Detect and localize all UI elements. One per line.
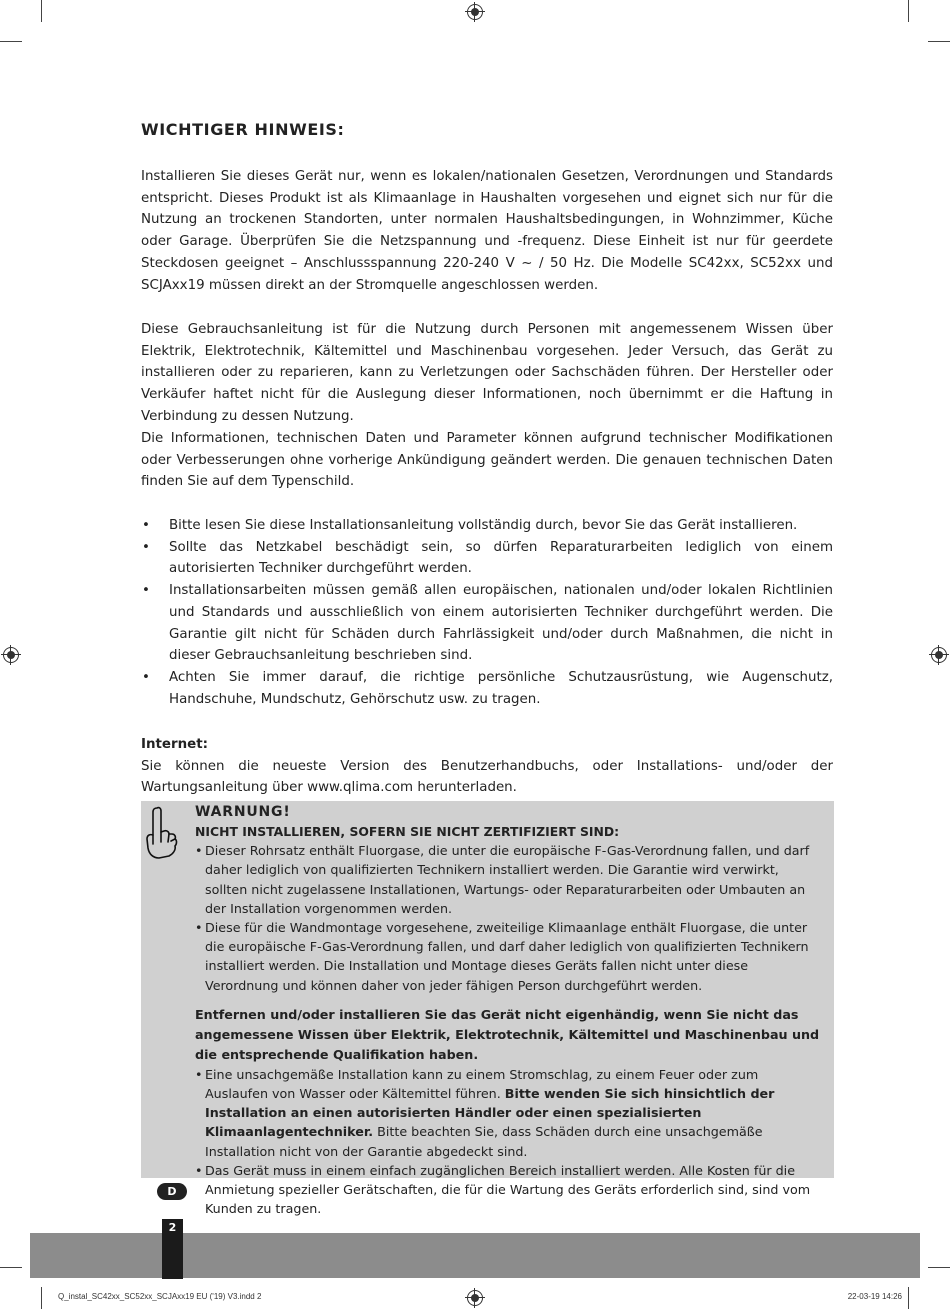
paragraph-3: Die Informationen, technischen Daten und Parameter können aufgrund technischer Modifikationen oder Verbesserungen ohne vorherige Ankündigung geändert werden. Die genauen technischen Daten finden Sie auf dem Typenschild.	[141, 431, 833, 490]
page-number: 2	[168, 1221, 177, 1234]
internet-section	[141, 734, 833, 799]
list-item: • Diese für die Wandmontage vorgesehene, zweiteilige Klimaanlage enthält Fluorgase, die unter die europäische F-Gas-Verordnung fallen, und darf daher lediglich von qualifizierten Technikern installiert werden. Die Installation und Montage dieses Geräts fallen nicht unter diese Verordnung und können daher von jeder fähigen Person durchgeführt werden.	[195, 918, 825, 995]
warning-list-2	[195, 1065, 825, 1219]
warning-bold-paragraph: Entfernen und/oder installieren Sie das Gerät nicht eigenhändig, wenn Sie nicht das angemessene Wissen über Elektrik, Elektrotechnik, Kältemittel und Maschinenbau und die entsprechende Qualifikation haben.	[195, 1006, 820, 1062]
registration-mark-icon	[931, 647, 947, 663]
warning-list	[195, 841, 825, 995]
list-item: • Achten Sie immer darauf, die richtige persönliche Schutzausrüstung, wie Augenschutz, Handschuhe, Mundschutz, Gehörschutz usw. zu tragen.	[141, 667, 833, 710]
warning-subtitle: NICHT INSTALLIEREN, SOFERN SIE NICHT ZERTIFIZIERT SIND:	[195, 824, 620, 839]
internet-label: Internet:	[141, 737, 208, 752]
crop-mark	[928, 41, 950, 42]
list-item: • Dieser Rohrsatz enthält Fluorgase, die unter die europäische F-Gas-Verordnung fallen, und darf daher lediglich von qualifizierten Technikern installiert werden. Die Garantie wird verwirkt, sollten nicht zugelassene Installationen, Wartungs- oder Reparaturarbeiten oder Umbauten an der Installation vorgenommen werden.	[195, 841, 825, 918]
pointing-hand-icon	[144, 806, 178, 862]
list-item: • Bitte lesen Sie diese Installationsanleitung vollständig durch, bevor Sie das Gerät installieren.	[141, 515, 833, 537]
warning-content	[195, 802, 825, 1218]
registration-mark-icon	[3, 647, 19, 663]
warning-title: WARNUNG!	[195, 804, 291, 820]
instruction-list	[141, 515, 833, 710]
crop-mark	[41, 0, 42, 22]
crop-mark	[928, 1267, 950, 1268]
crop-mark	[41, 1287, 42, 1309]
list-item: • Eine unsachgemäße Installation kann zu einem Stromschlag, zu einem Feuer oder zum Auslaufen von Wasser oder Kältemittel führen. Bitte wenden Sie sich hinsichtlich der Installation an einen autorisierten Händler oder einen spezialisierten Klimaanlagentechniker. Bitte beachten Sie, dass Schäden durch eine unsachgemäße Installation nicht von der Garantie abgedeckt sind.	[195, 1065, 825, 1161]
internet-text: Sie können die neueste Version des Benutzerhandbuchs, oder Installations- und/oder der Wartungsanleitung über www.qlima.com herunterladen.	[141, 758, 833, 796]
registration-mark-icon	[467, 4, 483, 20]
page-title: WICHTIGER HINWEIS:	[141, 120, 345, 139]
crop-mark	[908, 1287, 909, 1309]
print-slug-file: Q_instal_SC42xx_SC52xx_SCJAxx19 EU ('19) V3.indd 2	[58, 1292, 262, 1301]
print-slug-date: 22-03-19 14:26	[847, 1292, 902, 1301]
paragraph-2: Diese Gebrauchsanleitung ist für die Nutzung durch Personen mit angemessenem Wissen über Elektrik, Elektrotechnik, Kältemittel und Maschinenbau vorgesehen. Jeder Versuch, das Gerät zu installieren oder zu reparieren, kann zu Verletzungen oder Sachschäden führen. Der Hersteller oder Verkäufer haftet nicht für die Auslegung dieser Informationen, noch übernimmt er die Haftung in Verbindung zu dessen Nutzung.	[141, 322, 833, 424]
list-item: • Sollte das Netzkabel beschädigt sein, so dürfen Reparaturarbeiten lediglich von einem autorisierten Techniker durchgeführt werden.	[141, 537, 833, 580]
language-tag: D	[157, 1183, 187, 1200]
list-item: • Installationsarbeiten müssen gemäß allen europäischen, nationalen und/oder lokalen Richtlinien und Standards und ausschließlich von einem autorisierten Techniker durchgeführt werden. Die Garantie gilt nicht für Schäden durch Fahrlässigkeit und/oder durch Maßnahmen, die nicht in dieser Gebrauchsanleitung beschrieben sind.	[141, 580, 833, 667]
crop-mark	[0, 41, 22, 42]
crop-mark	[908, 0, 909, 22]
crop-mark	[0, 1267, 22, 1268]
list-item: • Das Gerät muss in einem einfach zugänglichen Bereich installiert werden. Alle Kosten für die Anmietung spezieller Gerätschaften, die für die Wartung des Geräts erforderlich sind, sind vom Kunden zu tragen.	[195, 1161, 825, 1219]
registration-mark-icon	[467, 1290, 483, 1306]
paragraph-1: Installieren Sie dieses Gerät nur, wenn es lokalen/nationalen Gesetzen, Verordnungen und Standards entspricht. Dieses Produkt ist als Klimaanlage in Haushalten vorgesehen und eignet sich nur für die Nutzung an trockenen Standorten, unter normalen Haushaltsbedingungen, in Wohnzimmer, Küche oder Garage. Überprüfen Sie die Netzspannung und -frequenz. Diese Einheit ist nur für geerdete Steckdosen geeignet – Anschlussspannung 220-240 V ~ / 50 Hz. Die Modelle SC42xx, SC52xx und SCJAxx19 müssen direkt an der Stromquelle angeschlossen werden.	[141, 169, 833, 293]
